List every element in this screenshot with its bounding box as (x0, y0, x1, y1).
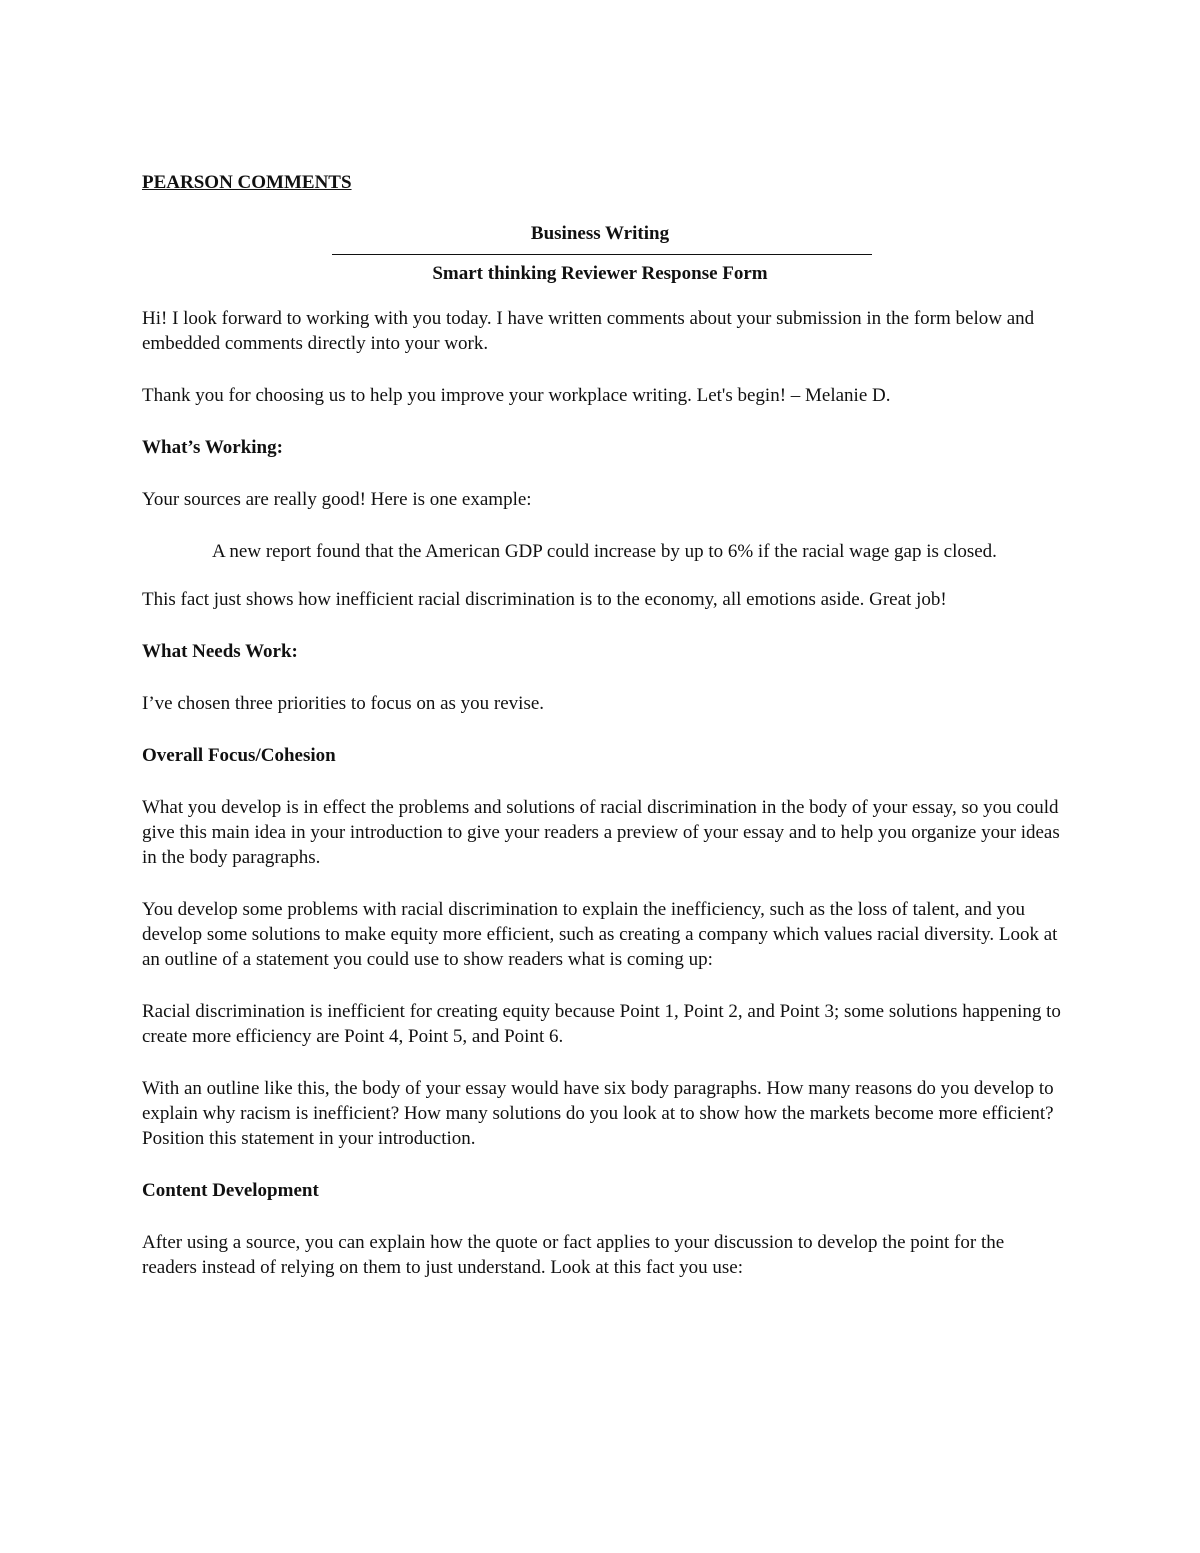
content-development-paragraph-1: After using a source, you can explain how the quote or fact applies to your discussion to develop the point for the readers instead of relying on them to just understand. Look at this fact you use: (142, 1232, 1005, 1278)
course-title: Business Writing (530, 223, 670, 244)
document-label: PEARSON COMMENTS (142, 172, 352, 193)
focus-heading: Overall Focus/Cohesion (142, 745, 336, 766)
source-quote: A new report found that the American GDP could increase by up to 6% if the racial wage gap is closed. (212, 541, 997, 562)
focus-paragraph-2: You develop some problems with racial discrimination to explain the inefficiency, such as the loss of talent, and you develop some solutions to make equity more efficient, such as creating a company which values racial diversity. Look at an outline of a statement you could use to show readers what is coming up: (142, 899, 1058, 970)
content-development-heading: Content Development (142, 1180, 319, 1201)
intro-thanks: Thank you for choosing us to help you improve your workplace writing. Let's begin! – Melanie D. (142, 385, 891, 406)
whats-working-comment: This fact just shows how inefficient racial discrimination is to the economy, all emotions aside. Great job! (142, 589, 947, 610)
focus-paragraph-3: Racial discrimination is inefficient for creating equity because Point 1, Point 2, and Point 3; some solutions happening to create more efficiency are Point 4, Point 5, and Point 6. (142, 1001, 1061, 1047)
document-page (142, 170, 1062, 1307)
title-divider (332, 254, 872, 255)
intro-greeting: Hi! I look forward to working with you today. I have written comments about your submission in the form below and embedded comments directly into your work. (142, 308, 1035, 354)
what-needs-work-heading: What Needs Work: (142, 641, 298, 662)
what-needs-work-lead: I’ve chosen three priorities to focus on as you revise. (142, 693, 545, 714)
focus-paragraph-1: What you develop is in effect the problems and solutions of racial discrimination in the body of your essay, so you could give this main idea in your introduction to give your readers a preview of your essay and to help you organize your ideas in the body paragraphs. (142, 797, 1060, 868)
whats-working-heading: What’s Working: (142, 437, 283, 458)
focus-paragraph-4: With an outline like this, the body of your essay would have six body paragraphs. How many reasons do you develop to explain why racism is inefficient? How many solutions do you look at to show how the markets become more efficient? Position this statement in your introduction. (142, 1078, 1054, 1149)
whats-working-lead: Your sources are really good! Here is one example: (142, 489, 532, 510)
form-title: Smart thinking Reviewer Response Form (432, 263, 768, 284)
